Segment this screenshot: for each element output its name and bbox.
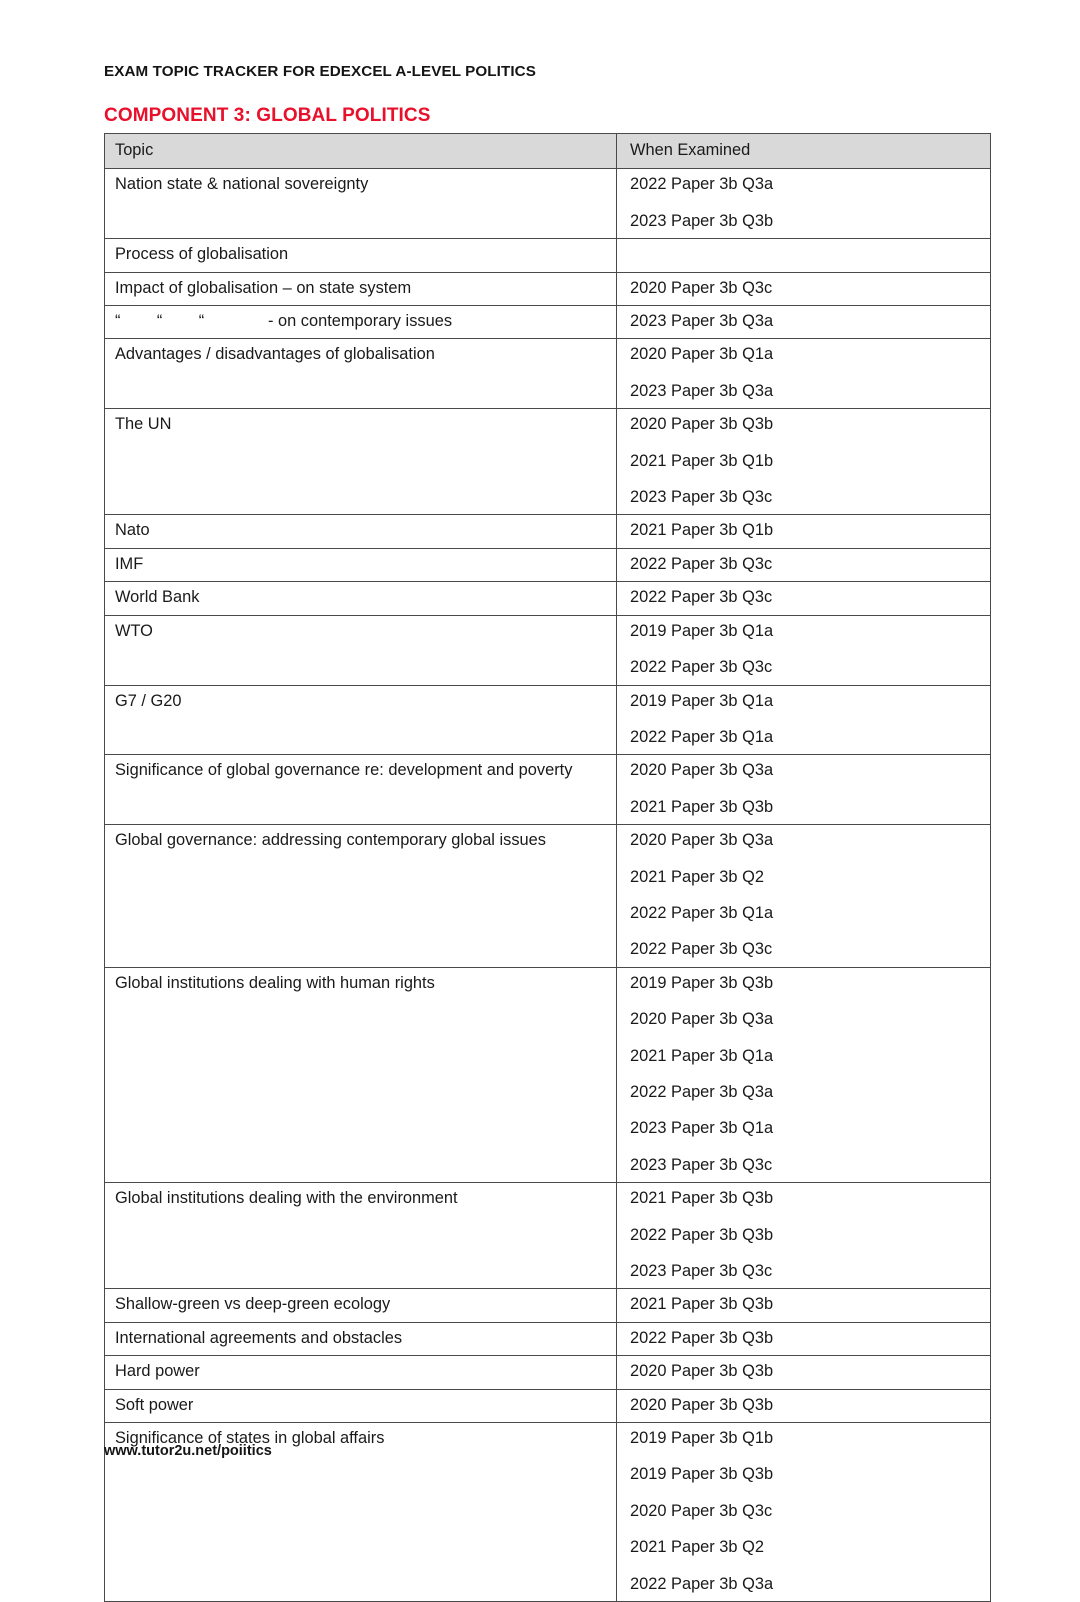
topic-cell: [105, 1322, 617, 1355]
exam-reference: 2022 Paper 3b Q3c: [630, 554, 773, 573]
topic-cell: [105, 755, 617, 825]
when-examined-cell: [617, 1356, 991, 1389]
when-examined-cell: [617, 548, 991, 581]
exam-reference: 2022 Paper 3b Q1a: [630, 903, 774, 922]
exam-reference: 2023 Paper 3b Q1a: [630, 1119, 774, 1138]
table-row: [105, 548, 991, 581]
topic-text: Soft power: [115, 1395, 194, 1414]
topic-cell: [105, 685, 617, 755]
table-row: [105, 685, 991, 755]
topic-text: Global institutions dealing with the environment: [115, 1189, 458, 1208]
exam-reference: 2019 Paper 3b Q1a: [630, 621, 774, 640]
table-row: [105, 582, 991, 615]
topic-text: Global governance: addressing contemporary global issues: [115, 831, 546, 850]
exam-reference: 2023 Paper 3b Q3a: [630, 312, 774, 331]
topic-text: Advantages / disadvantages of globalisation: [115, 345, 435, 364]
table-row: [105, 825, 991, 968]
exam-reference: 2020 Paper 3b Q3b: [630, 415, 774, 434]
topic-text: World Bank: [115, 588, 200, 607]
when-examined-cell: [617, 755, 991, 825]
topic-cell: [105, 515, 617, 548]
exam-topic-tracker-table: [104, 133, 991, 1602]
when-examined-cell: [617, 582, 991, 615]
exam-reference: 2022 Paper 3b Q3a: [630, 1082, 774, 1101]
exam-reference: 2020 Paper 3b Q3a: [630, 761, 774, 780]
table-row: [105, 409, 991, 515]
table-row: [105, 615, 991, 685]
topic-cell: [105, 1356, 617, 1389]
exam-reference: 2021 Paper 3b Q1b: [630, 451, 774, 470]
topic-cell: [105, 582, 617, 615]
exam-reference: 2022 Paper 3b Q3b: [630, 1328, 774, 1347]
topic-text: Nato: [115, 521, 150, 540]
exam-reference: 2019 Paper 3b Q1b: [630, 1429, 774, 1448]
footer-url: www.tutor2u.net/poiitics: [104, 1443, 272, 1459]
when-examined-cell: [617, 515, 991, 548]
table-body: [105, 169, 991, 1602]
topic-text: International agreements and obstacles: [115, 1328, 403, 1347]
table-row: [105, 1356, 991, 1389]
exam-reference: 2021 Paper 3b Q1a: [630, 1046, 774, 1065]
when-examined-cell: [617, 1322, 991, 1355]
table-row: [105, 239, 991, 272]
table-row: [105, 1322, 991, 1355]
topic-cell: [105, 1389, 617, 1422]
exam-reference: 2019 Paper 3b Q3b: [630, 1465, 774, 1484]
topic-text: WTO: [115, 621, 153, 640]
exam-reference: 2023 Paper 3b Q3a: [630, 381, 774, 400]
exam-reference: 2020 Paper 3b Q3a: [630, 831, 774, 850]
topic-text: Significance of states in global affairs: [115, 1429, 385, 1448]
topic-cell: [105, 825, 617, 968]
exam-reference: 2021 Paper 3b Q3b: [630, 797, 774, 816]
when-examined-cell: [617, 825, 991, 968]
exam-reference: 2021 Paper 3b Q3b: [630, 1189, 774, 1208]
when-examined-cell: [617, 306, 991, 339]
when-examined-cell: [617, 1289, 991, 1322]
document-title: EXAM TOPIC TRACKER FOR EDEXCEL A-LEVEL POLITICS: [104, 63, 536, 80]
table-row: [105, 339, 991, 409]
exam-reference: 2022 Paper 3b Q3c: [630, 658, 773, 677]
table-row: [105, 272, 991, 305]
topic-text: “ “ “ - on contemporary issues: [115, 312, 453, 331]
table-header: [105, 134, 991, 169]
topic-text: G7 / G20: [115, 691, 182, 710]
when-examined-cell: [617, 272, 991, 305]
table-row: [105, 967, 991, 1182]
when-examined-cell: [617, 1389, 991, 1422]
table-row: [105, 306, 991, 339]
table-header-row: [105, 134, 991, 169]
topic-cell: [105, 548, 617, 581]
when-examined-cell: [617, 409, 991, 515]
exam-reference: 2023 Paper 3b Q3c: [630, 1155, 773, 1174]
when-examined-cell: [617, 169, 991, 239]
table-row: [105, 1183, 991, 1289]
topic-text: The UN: [115, 415, 172, 434]
topic-cell: [105, 1183, 617, 1289]
topic-text: Process of globalisation: [115, 245, 289, 264]
when-examined-cell: [617, 339, 991, 409]
topic-cell: [105, 1289, 617, 1322]
topic-text: Nation state & national sovereignty: [115, 175, 369, 194]
exam-reference: 2021 Paper 3b Q2: [630, 867, 764, 886]
exam-reference: 2023 Paper 3b Q3c: [630, 1262, 773, 1280]
exam-reference: 2020 Paper 3b Q3c: [630, 1501, 773, 1520]
topic-cell: [105, 169, 617, 239]
topic-cell: [105, 615, 617, 685]
table-row: [105, 1389, 991, 1422]
table-row: [105, 169, 991, 239]
when-examined-cell: [617, 1423, 991, 1602]
topic-cell: [105, 339, 617, 409]
topic-text: Significance of global governance re: development and poverty: [115, 761, 573, 780]
when-examined-cell: [617, 967, 991, 1182]
exam-reference: 2022 Paper 3b Q3b: [630, 1225, 774, 1244]
topic-cell: [105, 272, 617, 305]
when-examined-cell: [617, 1183, 991, 1289]
exam-reference: 2022 Paper 3b Q3c: [630, 588, 773, 607]
topic-text: Impact of globalisation – on state system: [115, 278, 412, 297]
exam-reference: 2020 Paper 3b Q3b: [630, 1362, 774, 1381]
topic-text: Global institutions dealing with human rights: [115, 973, 435, 992]
table-row: [105, 1289, 991, 1322]
when-examined-cell: [617, 239, 991, 272]
exam-reference: 2021 Paper 3b Q1b: [630, 521, 774, 540]
exam-reference: 2023 Paper 3b Q3b: [630, 211, 774, 230]
when-examined-cell: [617, 615, 991, 685]
exam-reference: 2021 Paper 3b Q2: [630, 1538, 764, 1557]
exam-reference: 2020 Paper 3b Q3c: [630, 278, 773, 297]
topic-cell: [105, 239, 617, 272]
exam-reference: 2020 Paper 3b Q1a: [630, 345, 774, 364]
exam-reference: 2021 Paper 3b Q3b: [630, 1295, 774, 1314]
exam-reference: 2023 Paper 3b Q3c: [630, 488, 773, 507]
topic-text: Shallow-green vs deep-green ecology: [115, 1295, 391, 1314]
exam-reference: 2022 Paper 3b Q3a: [630, 1574, 774, 1593]
column-header-when-examined: When Examined: [617, 134, 991, 169]
topic-cell: [105, 409, 617, 515]
table-row: [105, 755, 991, 825]
column-header-topic: Topic: [105, 134, 617, 169]
topic-text: Hard power: [115, 1362, 200, 1381]
topic-cell: [105, 306, 617, 339]
section-title: COMPONENT 3: GLOBAL POLITICS: [104, 105, 431, 126]
exam-reference: 2019 Paper 3b Q3b: [630, 973, 774, 992]
exam-reference: 2020 Paper 3b Q3b: [630, 1395, 774, 1414]
topic-cell: [105, 967, 617, 1182]
exam-reference: 2022 Paper 3b Q3c: [630, 940, 773, 959]
exam-reference: 2022 Paper 3b Q3a: [630, 175, 774, 194]
table-row: [105, 515, 991, 548]
exam-reference: 2020 Paper 3b Q3a: [630, 1010, 774, 1029]
topic-text: IMF: [115, 554, 144, 573]
exam-reference: 2019 Paper 3b Q1a: [630, 691, 774, 710]
when-examined-cell: [617, 685, 991, 755]
exam-reference: 2022 Paper 3b Q1a: [630, 727, 774, 746]
